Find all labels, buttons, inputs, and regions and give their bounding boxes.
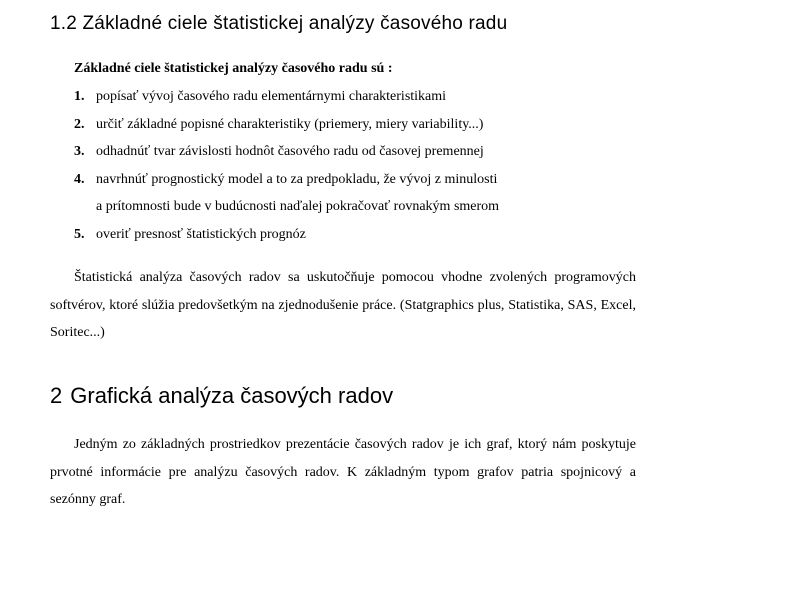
- list-item-text: navrhnúť prognostický model a to za predpokladu, že vývoj z minulosti: [96, 171, 498, 187]
- list-item: [74, 87, 499, 115]
- list-item-number: 4.: [74, 171, 85, 187]
- list-item-text: a prítomnosti bude v budúcnosti naďalej pokračovať rovnakým smerom: [96, 199, 500, 215]
- list-item-number: 3.: [74, 144, 85, 160]
- list-item-text: určiť základné popisné charakteristiky (priemery, miery variability...): [96, 116, 484, 132]
- paragraph-software: Štatistická analýza časových radov sa uskutočňuje pomocou vhodne zvolených programových softvérov, ktoré slúžia predovšetkým na zjednodušenie práce. (Statgraphics plus, Statistika, SAS, Excel, Soritec...): [50, 270, 636, 340]
- section-heading-2: [50, 381, 393, 411]
- list-item-text: popísať vývoj časového radu elementárnymi charakteristikami: [96, 89, 447, 104]
- list-item-continuation: [74, 197, 499, 225]
- list-item-number: 5.: [74, 226, 85, 242]
- section-heading-1-2: 1.2 Základné ciele štatistickej analýzy časového radu: [50, 13, 508, 34]
- paragraph-graph: Jedným zo základných prostriedkov prezentácie časových radov je ich graf, ktorý nám poskytuje prvotné informácie pre analýzu časových radov. K základným typom grafov patria spojnicový a sezónny graf.: [50, 437, 636, 507]
- list-item-text: overiť presnosť štatistických prognóz: [96, 226, 306, 242]
- list-item-number: 1.: [74, 89, 85, 104]
- list-item-number: 2.: [74, 116, 85, 132]
- list-item: [74, 170, 499, 198]
- list-item: [74, 225, 499, 253]
- list-item: [74, 115, 499, 143]
- list-item-text: odhadnúť tvar závislosti hodnôt časového radu od časovej premennej: [96, 144, 484, 160]
- goals-list: [74, 87, 499, 253]
- section-title: Grafická analýza časových radov: [70, 383, 394, 408]
- section-number: 2: [50, 383, 63, 408]
- goals-intro: Základné ciele štatistickej analýzy časového radu sú :: [74, 61, 393, 76]
- list-item: [74, 142, 499, 170]
